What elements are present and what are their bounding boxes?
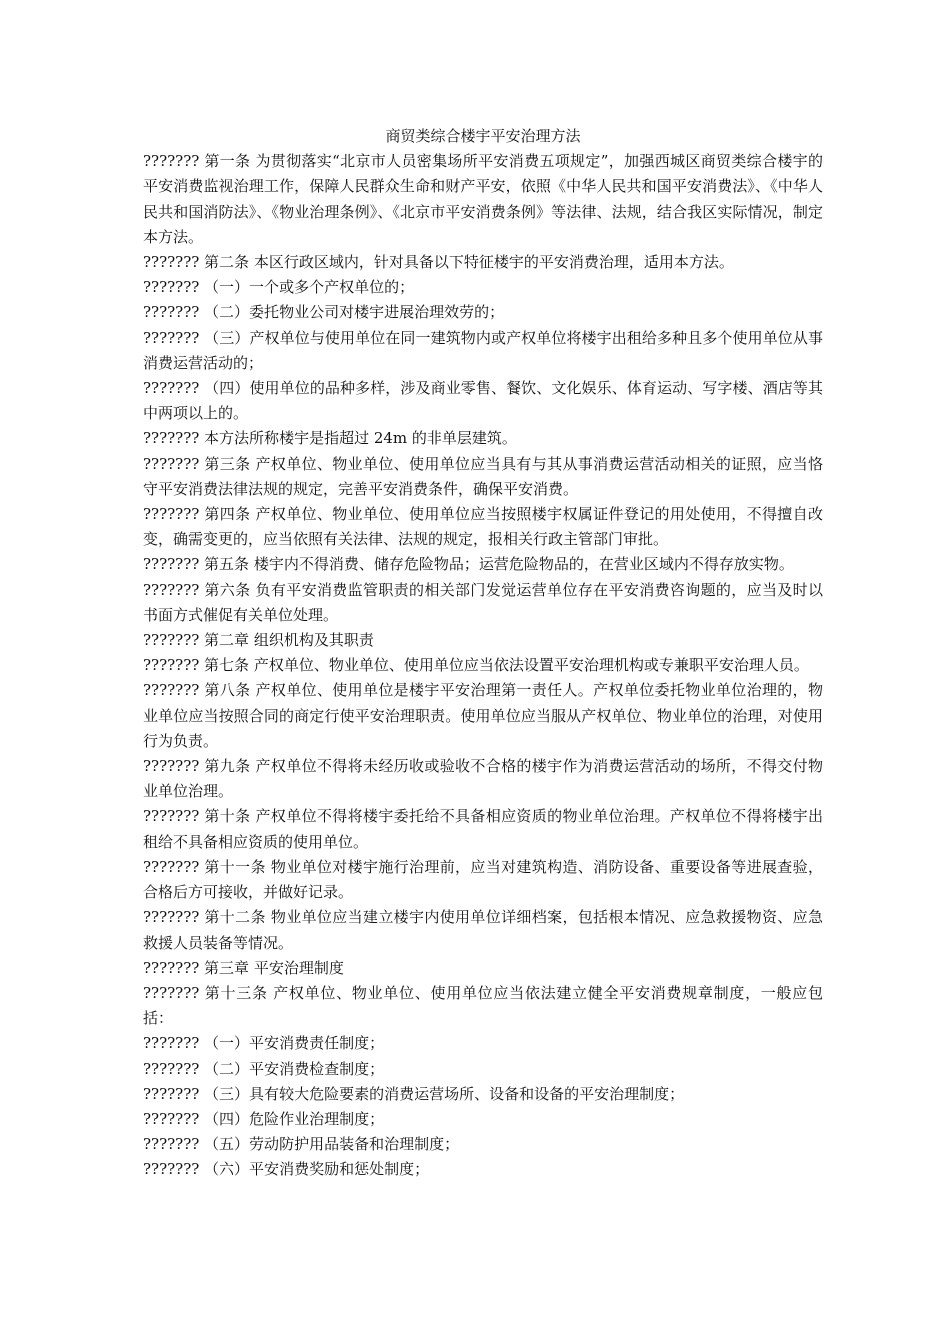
paragraph: ??????? （三）产权单位与使用单位在同一建筑物内或产权单位将楼宇出租给多种且多个使用单位从事消费运营活动的； <box>143 328 823 372</box>
list-item: ??????? （五）劳动防护用品装备和治理制度； <box>143 1135 460 1154</box>
list-item: ??????? （六）平安消费奖励和惩处制度； <box>143 1160 430 1179</box>
paragraph: ??????? 本方法所称楼宇是指超过 24m 的非单层建筑。 <box>143 429 517 448</box>
list-item: ??????? （四）危险作业治理制度； <box>143 1109 385 1128</box>
paragraph: ??????? 第七条 产权单位、物业单位、使用单位应当依法设置平安治理机构或专兼职平安治理人员。 <box>143 656 809 675</box>
paragraph: ??????? （一）一个或多个产权单位的； <box>143 278 415 297</box>
list-item: ??????? （一）平安消费责任制度； <box>143 1034 385 1053</box>
chapter-heading: ??????? 第二章 组织机构及其职责 <box>143 631 374 650</box>
document-body <box>143 124 823 1183</box>
paragraph: ??????? 第五条 楼宇内不得消费、储存危险物品；运营危险物品的，在营业区域内不得存放实物。 <box>143 555 794 574</box>
paragraph: ??????? 第四条 产权单位、物业单位、使用单位应当按照楼宇权属证件登记的用处使用，不得擅自改变，确需变更的，应当依照有关法律、法规的规定，报相关行政主管部门审批。 <box>143 505 823 549</box>
paragraph: ??????? 第十一条 物业单位对楼宇施行治理前，应当对建筑构造、消防设备、重要设备等进展查验，合格后方可接收，并做好记录。 <box>143 857 823 902</box>
paragraph: ??????? 第六条 负有平安消费监管职责的相关部门发觉运营单位存在平安消费咨询题的，应当及时以书面方式催促有关单位处理。 <box>143 580 823 624</box>
paragraph: ??????? 第二条 本区行政区域内，针对具备以下特征楼宇的平安消费治理，适用本方法。 <box>143 253 734 272</box>
document-paragraphs <box>143 149 823 1182</box>
paragraph: ??????? 第十二条 物业单位应当建立楼宇内使用单位详细档案，包括根本情况、应急救援物资、应急救援人员装备等情况。 <box>143 908 823 952</box>
paragraph: ??????? 第一条 为贯彻落实“北京市人员密集场所平安消费五项规定”，加强西城区商贸类综合楼宇的平安消费监视治理工作，保障人民群众生命和财产平安，依照《中华人民共和国平安消费法》、《中华人民共和国消防法》、《物业治理条例》、《北京市平安消费条例》等法律、法规，结合我区实际情况，制定本方法。 <box>143 152 823 246</box>
list-item: ??????? （二）平安消费检查制度； <box>143 1059 385 1078</box>
paragraph: ??????? （二）委托物业公司对楼宇进展治理效劳的； <box>143 303 505 322</box>
paragraph: ??????? 第九条 产权单位不得将未经历收或验收不合格的楼宇作为消费运营活动的场所，不得交付物业单位治理。 <box>143 757 823 801</box>
paragraph: ??????? 第十三条 产权单位、物业单位、使用单位应当依法建立健全平安消费规章制度，一般应包括： <box>143 983 823 1028</box>
paragraph: ??????? 第八条 产权单位、使用单位是楼宇平安治理第一责任人。产权单位委托物业单位治理的，物业单位应当按照合同的商定行使平安治理职责。使用单位应当服从产权单位、物业单位的治理，对使用行为负责。 <box>143 681 823 750</box>
list-item: ??????? （三）具有较大危险要素的消费运营场所、设备和设备的平安治理制度； <box>143 1084 685 1103</box>
chapter-heading: ??????? 第三章 平安治理制度 <box>143 958 344 977</box>
paragraph: ??????? 第三条 产权单位、物业单位、使用单位应当具有与其从事消费运营活动相关的证照，应当恪守平安消费法律法规的规定，完善平安消费条件，确保平安消费。 <box>143 454 823 498</box>
document-title: 商贸类综合楼宇平安治理方法 <box>385 127 581 145</box>
paragraph: ??????? 第十条 产权单位不得将楼宇委托给不具备相应资质的物业单位治理。产权单位不得将楼宇出租给不具备相应资质的使用单位。 <box>143 807 823 851</box>
paragraph: ??????? （四）使用单位的品种多样，涉及商业零售、餐饮、文化娱乐、体育运动、写字楼、酒店等其中两项以上的。 <box>143 379 823 423</box>
